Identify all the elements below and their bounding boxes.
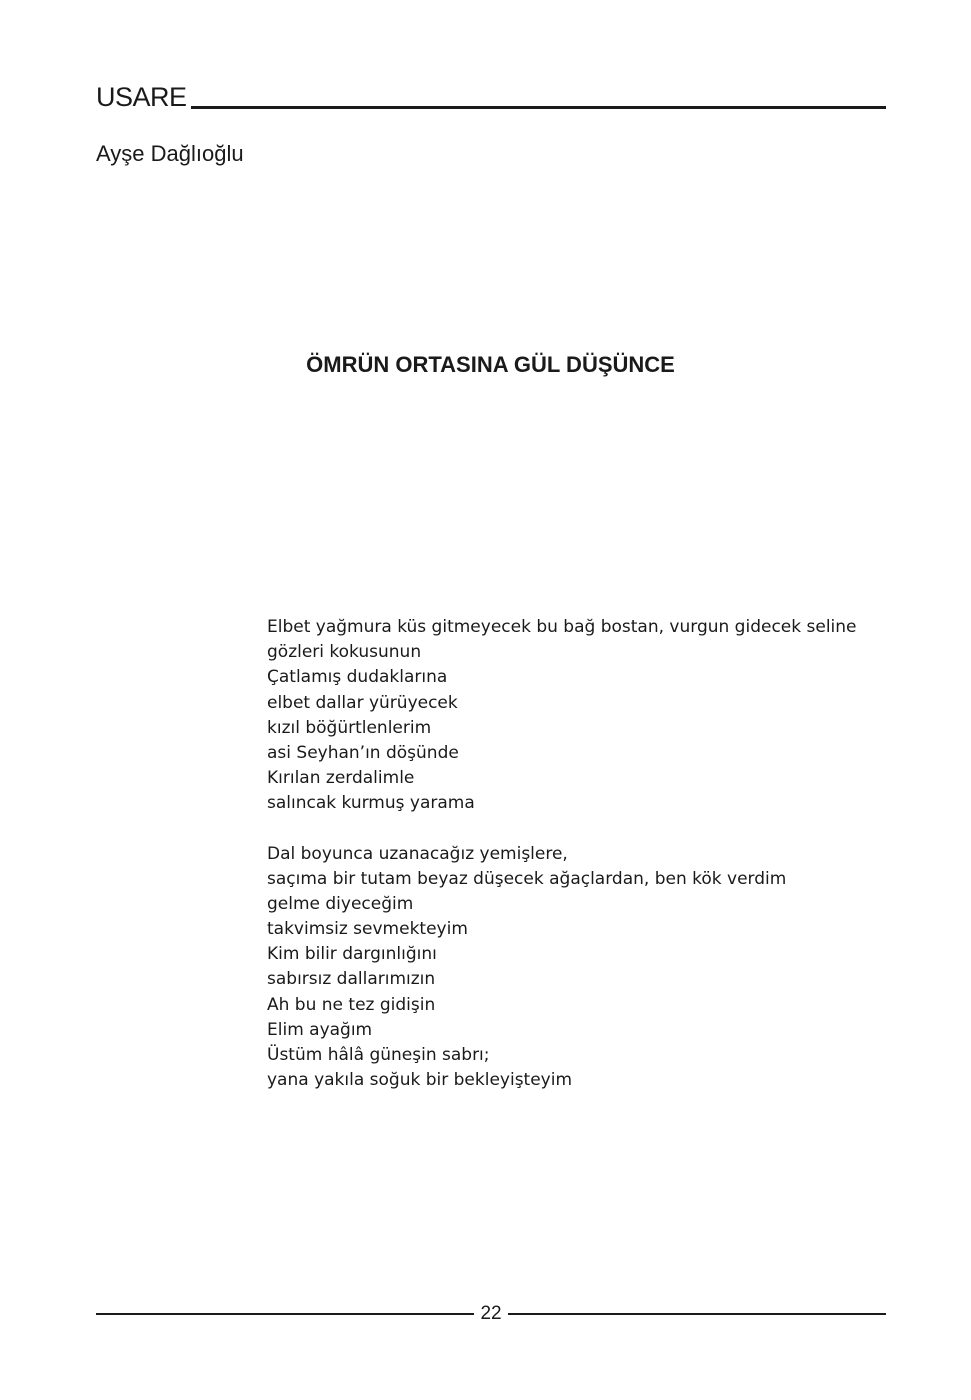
header-rule bbox=[191, 106, 886, 109]
poem-body bbox=[267, 615, 907, 1118]
poem-line: Elbet yağmura küs gitmeyecek bu bağ bostan, vurgun gidecek seline bbox=[267, 617, 857, 637]
footer-rule-right bbox=[508, 1313, 886, 1315]
magazine-title: USARE bbox=[96, 82, 187, 112]
poem-line: gelme diyeceğim bbox=[267, 893, 414, 914]
poem-line: gözleri kokusunun bbox=[267, 642, 422, 663]
author-name: Ayşe Dağlıoğlu bbox=[96, 141, 244, 166]
page-footer bbox=[96, 1300, 886, 1328]
poem-line: Ah bu ne tez gidişin bbox=[267, 994, 436, 1015]
poem-line: Elim ayağım bbox=[267, 1019, 373, 1040]
footer-rule-left bbox=[96, 1313, 474, 1315]
stanza bbox=[267, 842, 907, 1094]
poem-line: sabırsız dallarımızın bbox=[267, 969, 436, 990]
poem-line: saçıma bir tutam beyaz düşecek ağaçlardan, ben kök verdim bbox=[267, 868, 787, 889]
poem-line: Kim bilir dargınlığını bbox=[267, 944, 437, 965]
poem-line: Kırılan zerdalimle bbox=[267, 768, 415, 789]
stanza bbox=[267, 615, 907, 817]
poem-line: asi Seyhan’ın döşünde bbox=[267, 742, 459, 763]
poem-line: salıncak kurmuş yarama bbox=[267, 793, 475, 814]
poem-line: yana yakıla soğuk bir bekleyişteyim bbox=[267, 1070, 573, 1091]
poem-title: ÖMRÜN ORTASINA GÜL DÜŞÜNCE bbox=[306, 352, 675, 377]
poem-line: kızıl böğürtlenlerim bbox=[267, 717, 432, 738]
page-number: 22 bbox=[480, 1303, 502, 1324]
poem-line: Dal boyunca uzanacağız yemişlere, bbox=[267, 843, 568, 864]
poem-line: elbet dallar yürüyecek bbox=[267, 692, 458, 713]
poem-line: takvimsiz sevmekteyim bbox=[267, 919, 468, 940]
poem-line: Çatlamış dudaklarına bbox=[267, 667, 448, 688]
poem-line: Üstüm hâlâ güneşin sabrı; bbox=[267, 1045, 490, 1065]
page-header bbox=[96, 80, 886, 112]
